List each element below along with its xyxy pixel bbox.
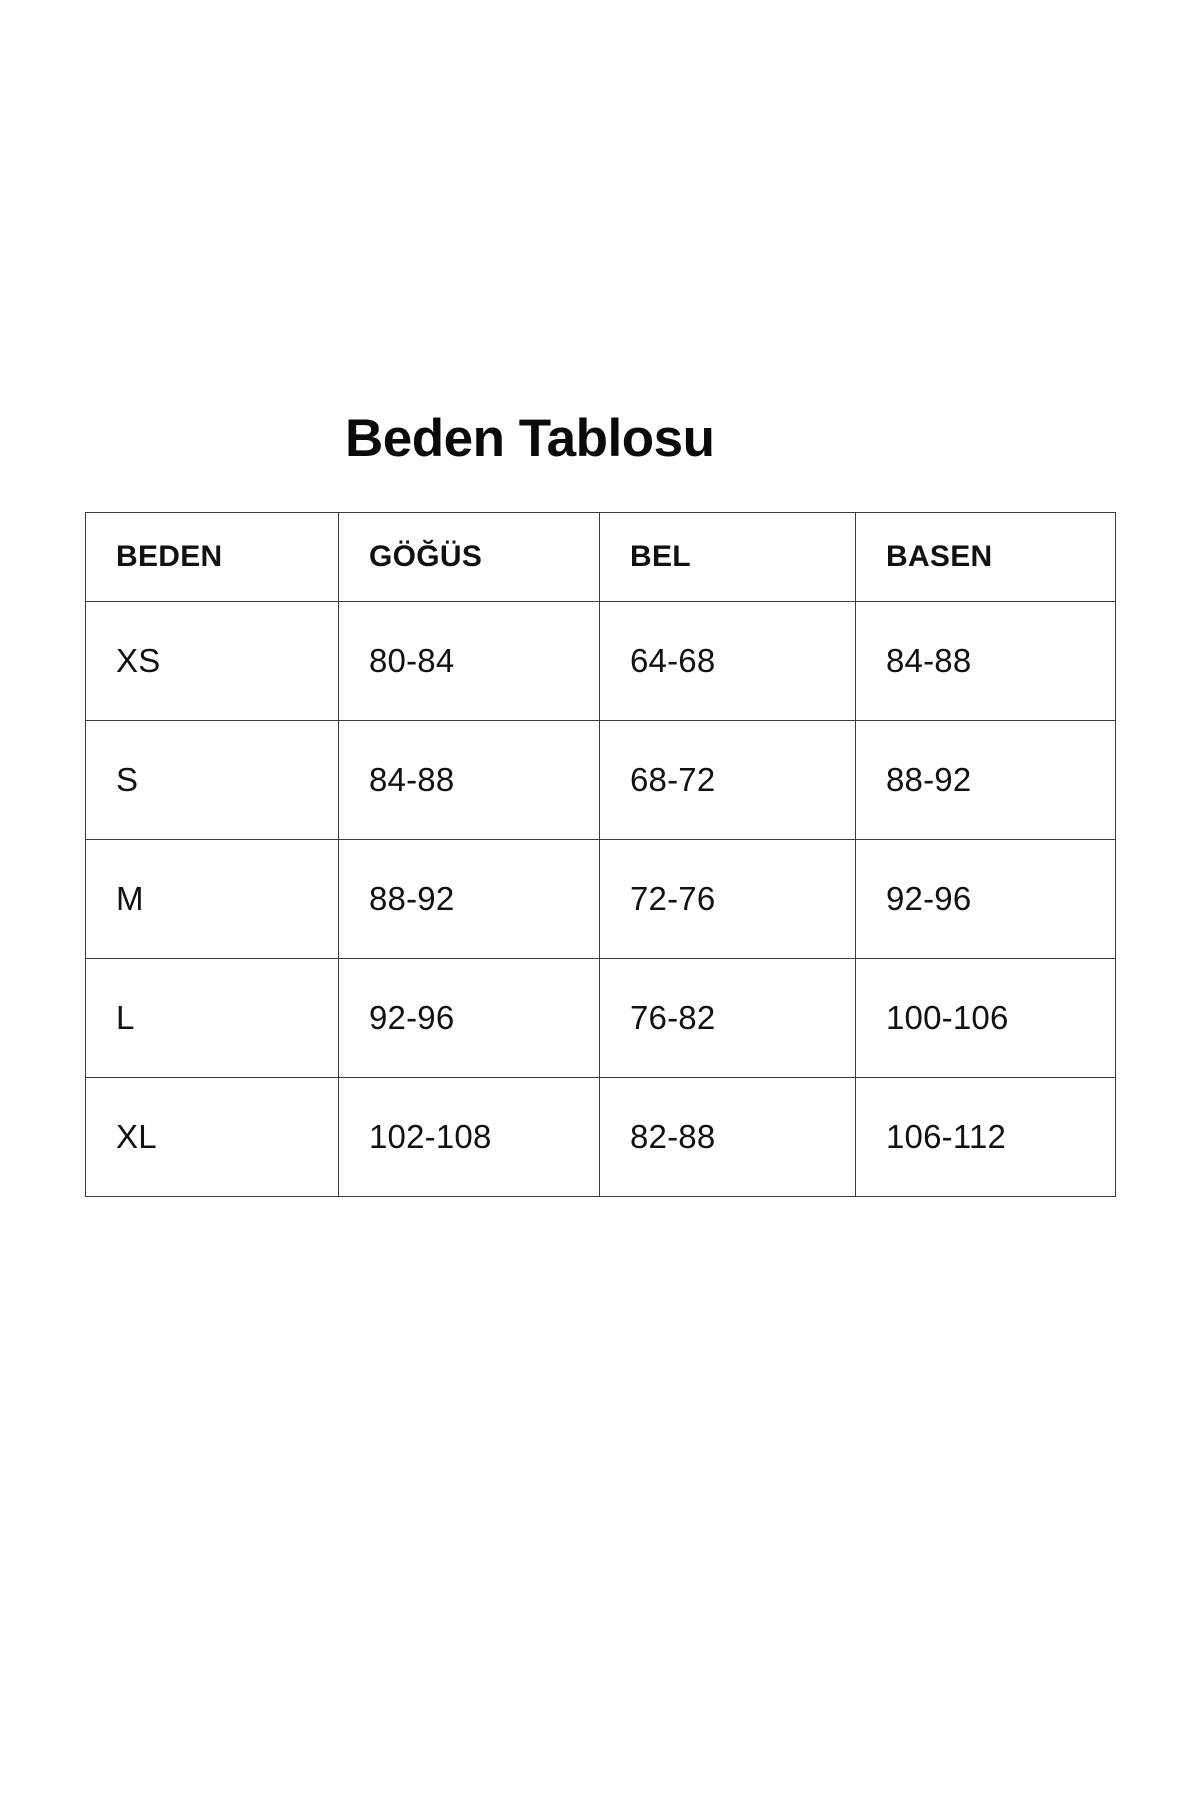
cell-basen: 106-112 <box>856 1078 1116 1197</box>
cell-bel: 64-68 <box>600 602 856 721</box>
table-header-row <box>86 513 1116 602</box>
column-header-basen: BASEN <box>856 513 1116 602</box>
page-title: Beden Tablosu <box>345 409 715 468</box>
cell-gogus: 80-84 <box>339 602 600 721</box>
column-header-gogus: GÖĞÜS <box>339 513 600 602</box>
cell-beden: L <box>86 959 339 1078</box>
cell-bel: 76-82 <box>600 959 856 1078</box>
cell-beden: XL <box>86 1078 339 1197</box>
cell-gogus: 88-92 <box>339 840 600 959</box>
cell-basen: 84-88 <box>856 602 1116 721</box>
table-row <box>86 721 1116 840</box>
table-row <box>86 602 1116 721</box>
cell-gogus: 92-96 <box>339 959 600 1078</box>
table-row <box>86 1078 1116 1197</box>
cell-basen: 100-106 <box>856 959 1116 1078</box>
table-row <box>86 840 1116 959</box>
cell-beden: S <box>86 721 339 840</box>
column-header-bel: BEL <box>600 513 856 602</box>
cell-bel: 68-72 <box>600 721 856 840</box>
cell-gogus: 102-108 <box>339 1078 600 1197</box>
column-header-beden: BEDEN <box>86 513 339 602</box>
cell-beden: XS <box>86 602 339 721</box>
cell-basen: 92-96 <box>856 840 1116 959</box>
cell-bel: 72-76 <box>600 840 856 959</box>
cell-gogus: 84-88 <box>339 721 600 840</box>
size-chart-table <box>85 512 1116 1197</box>
cell-bel: 82-88 <box>600 1078 856 1197</box>
cell-beden: M <box>86 840 339 959</box>
cell-basen: 88-92 <box>856 721 1116 840</box>
table-row <box>86 959 1116 1078</box>
